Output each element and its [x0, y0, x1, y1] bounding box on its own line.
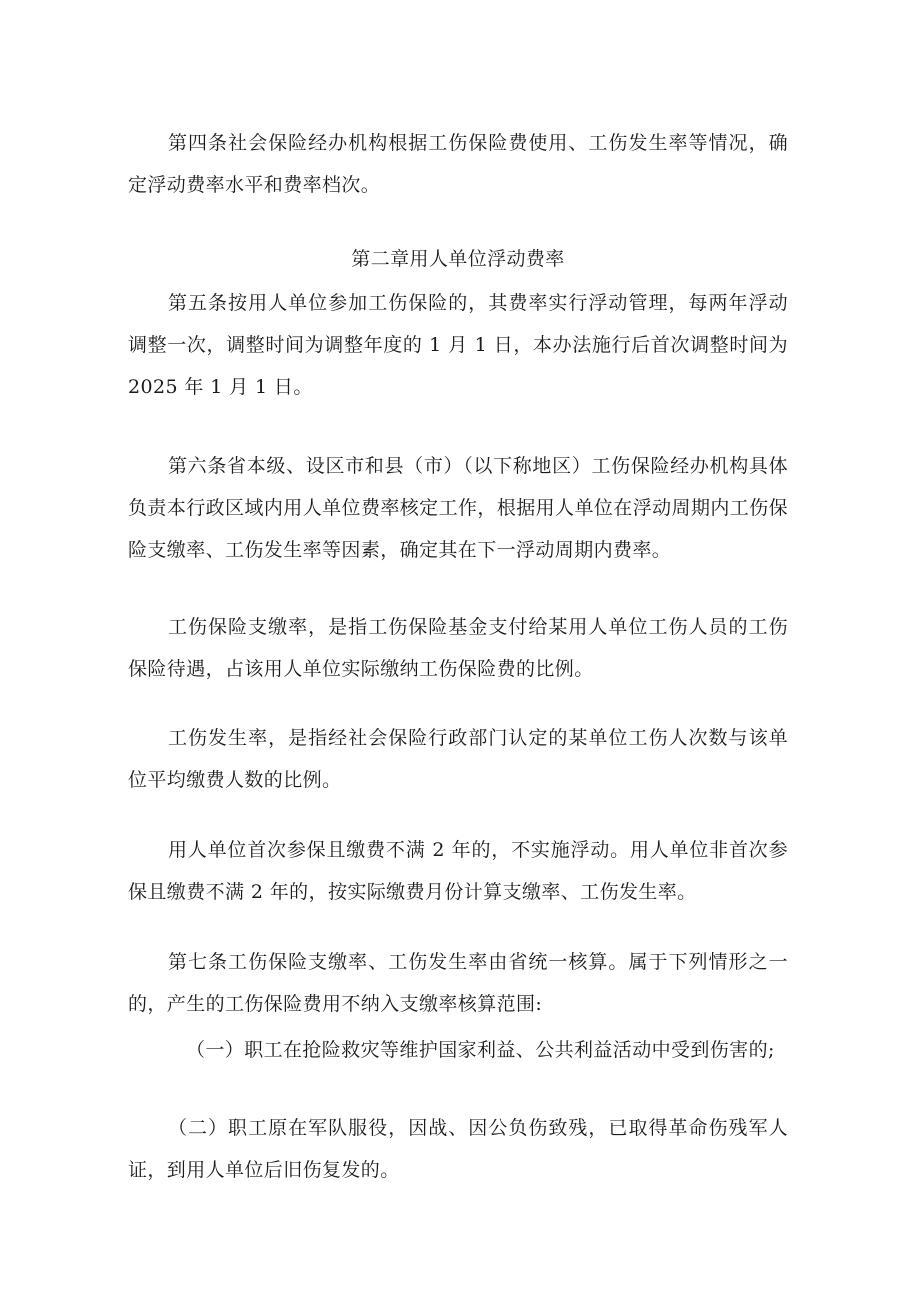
list-item-2: （二）职工原在军队服役，因战、因公负伤致残，已取得革命伤残军人证，到用人单位后旧伤复发的。: [128, 1117, 788, 1181]
payout-rate-definition: 工伤保险支缴率，是指工伤保险基金支付给某用人单位工伤人员的工伤保险待遇，占该用人单位实际缴纳工伤保险费的比例。: [128, 616, 788, 680]
first-time-rule-paragraph: 用人单位首次参保且缴费不满 2 年的，不实施浮动。用人单位非首次参保且缴费不满 2 年的，按实际缴费月份计算支缴率、工伤发生率。: [128, 839, 788, 903]
chapter-2-heading: 第二章用人单位浮动费率: [351, 248, 565, 270]
list-item-1: （一）职工在抢险救灾等维护国家利益、公共利益活动中受到伤害的;: [186, 1039, 775, 1061]
article-7-paragraph: 第七条工伤保险支缴率、工伤发生率由省统一核算。属于下列情形之一的，产生的工伤保险费用不纳入支缴率核算范围:: [128, 951, 788, 1015]
injury-rate-definition: 工伤发生率，是指经社会保险行政部门认定的某单位工伤人次数与该单位平均缴费人数的比例。: [128, 727, 788, 791]
article-4-paragraph: 第四条社会保险经办机构根据工伤保险费使用、工伤发生率等情况，确定浮动费率水平和费率档次。: [128, 132, 788, 196]
article-6-paragraph: 第六条省本级、设区市和县（市）（以下称地区）工伤保险经办机构具体负责本行政区域内用人单位费率核定工作，根据用人单位在浮动周期内工伤保险支缴率、工伤发生率等因素，确定其在下一浮动周期内费率。: [128, 455, 788, 561]
article-5-paragraph: 第五条按用人单位参加工伤保险的，其费率实行浮动管理，每两年浮动调整一次，调整时间为调整年度的 1 月 1 日，本办法施行后首次调整时间为2025 年 1 月 1 日。: [128, 292, 788, 398]
